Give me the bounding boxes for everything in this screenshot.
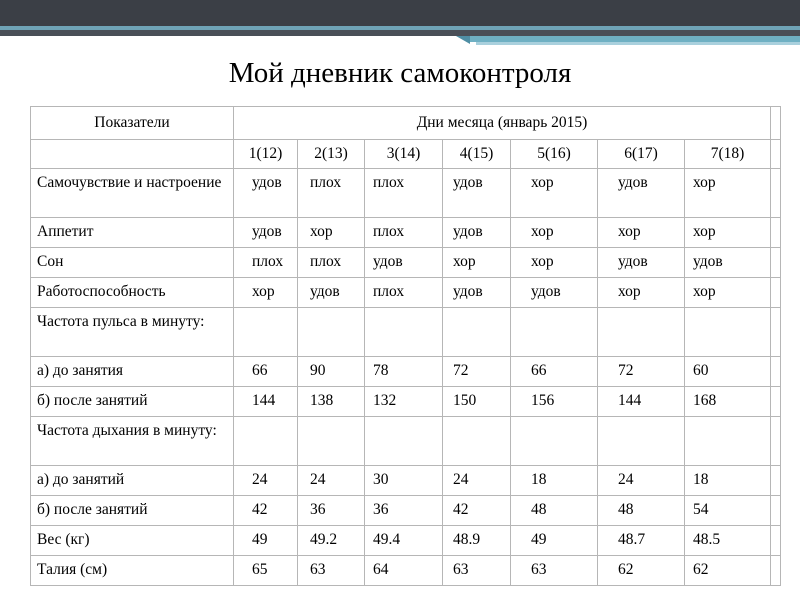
value-cell — [685, 556, 771, 586]
row-label: б) после занятий — [37, 392, 148, 409]
value-cell — [511, 496, 598, 526]
table-row — [31, 169, 781, 218]
value-cell — [511, 218, 598, 248]
cell-value: 62 — [618, 561, 634, 578]
cell-value: хор — [531, 174, 554, 191]
table-row — [31, 417, 781, 466]
value-cell — [598, 278, 685, 308]
cell-value: 65 — [252, 561, 268, 578]
value-cell — [443, 278, 511, 308]
row-label-cell — [31, 308, 234, 357]
day-header: 1(12) — [234, 140, 298, 169]
value-cell — [685, 466, 771, 496]
value-cell — [511, 308, 598, 357]
cell-value: удов — [453, 174, 483, 191]
row-label: Аппетит — [37, 223, 94, 240]
value-cell — [511, 169, 598, 218]
cell-value: 132 — [373, 392, 397, 409]
cell-value: 72 — [453, 362, 469, 379]
table-row — [31, 218, 781, 248]
value-cell — [598, 218, 685, 248]
cell-value: удов — [252, 223, 282, 240]
value-cell — [685, 248, 771, 278]
cell-value: 48.5 — [693, 531, 721, 548]
row-label-cell — [31, 417, 234, 466]
value-cell — [511, 357, 598, 387]
value-cell — [365, 556, 443, 586]
value-cell — [511, 387, 598, 417]
row-label-cell — [31, 387, 234, 417]
cell-value: хор — [618, 223, 641, 240]
value-cell — [511, 417, 598, 466]
cell-value: удов — [693, 253, 723, 270]
cell-value: 144 — [252, 392, 276, 409]
row-label-cell — [31, 496, 234, 526]
value-cell — [685, 357, 771, 387]
day-header: 4(15) — [443, 140, 511, 169]
table-row — [31, 556, 781, 586]
cell-value: хор — [531, 223, 554, 240]
edge-cell — [771, 466, 781, 496]
edge-cell — [771, 169, 781, 218]
cell-value: 90 — [310, 362, 326, 379]
value-cell — [511, 278, 598, 308]
value-cell — [443, 496, 511, 526]
cell-value: 30 — [373, 471, 389, 488]
value-cell — [234, 218, 298, 248]
cell-value: 48.9 — [453, 531, 481, 548]
row-label-cell — [31, 278, 234, 308]
cell-value: удов — [618, 253, 648, 270]
value-cell — [443, 417, 511, 466]
cell-value: 18 — [531, 471, 547, 488]
value-cell — [685, 308, 771, 357]
edge-cell — [771, 107, 781, 140]
value-cell — [365, 466, 443, 496]
cell-value: 24 — [310, 471, 326, 488]
value-cell — [365, 496, 443, 526]
cell-value: плох — [373, 223, 405, 240]
value-cell — [598, 417, 685, 466]
row-label-cell — [31, 248, 234, 278]
value-cell — [234, 248, 298, 278]
cell-value: 78 — [373, 362, 389, 379]
value-cell — [511, 526, 598, 556]
table-row — [31, 308, 781, 357]
value-cell — [443, 526, 511, 556]
header-accent-triangle — [456, 36, 470, 44]
row-label-cell — [31, 169, 234, 218]
cell-value: 63 — [531, 561, 547, 578]
value-cell — [443, 387, 511, 417]
cell-value: 63 — [310, 561, 326, 578]
day-header: 2(13) — [298, 140, 365, 169]
value-cell — [298, 308, 365, 357]
table-row — [31, 357, 781, 387]
value-cell — [365, 526, 443, 556]
value-cell — [443, 218, 511, 248]
value-cell — [298, 466, 365, 496]
value-cell — [234, 278, 298, 308]
row-label: б) после занятий — [37, 501, 148, 518]
table-row — [31, 526, 781, 556]
cell-value: хор — [531, 253, 554, 270]
cell-value: удов — [531, 283, 561, 300]
value-cell — [598, 308, 685, 357]
value-cell — [298, 357, 365, 387]
cell-value: 150 — [453, 392, 477, 409]
header-accent-bar-light — [476, 42, 800, 45]
day-header: 6(17) — [598, 140, 685, 169]
edge-cell — [771, 308, 781, 357]
cell-value: 24 — [618, 471, 634, 488]
value-cell — [234, 417, 298, 466]
value-cell — [685, 526, 771, 556]
value-cell — [598, 169, 685, 218]
value-cell — [685, 496, 771, 526]
cell-value: плох — [373, 174, 405, 191]
value-cell — [443, 308, 511, 357]
value-cell — [685, 169, 771, 218]
cell-value: удов — [310, 283, 340, 300]
value-cell — [234, 526, 298, 556]
day-header: 3(14) — [365, 140, 443, 169]
row-label: а) до занятия — [37, 362, 124, 379]
value-cell — [234, 466, 298, 496]
value-cell — [443, 556, 511, 586]
value-cell — [598, 496, 685, 526]
cell-value: хор — [693, 283, 716, 300]
cell-value: 66 — [252, 362, 268, 379]
cell-value: 36 — [310, 501, 326, 518]
value-cell — [365, 218, 443, 248]
value-cell — [298, 526, 365, 556]
value-cell — [298, 387, 365, 417]
value-cell — [365, 308, 443, 357]
cell-value: удов — [373, 253, 403, 270]
value-cell — [598, 466, 685, 496]
value-cell — [598, 248, 685, 278]
value-cell — [598, 387, 685, 417]
cell-value: хор — [693, 223, 716, 240]
cell-value: хор — [453, 253, 476, 270]
cell-value: удов — [453, 283, 483, 300]
page-title: Мой дневник самоконтроля — [228, 57, 572, 89]
value-cell — [298, 169, 365, 218]
day-header: 5(16) — [511, 140, 598, 169]
value-cell — [511, 466, 598, 496]
table-row — [31, 466, 781, 496]
row-label: Самочувствие и настроение — [37, 174, 222, 191]
value-cell — [298, 278, 365, 308]
day-header: 7(18) — [685, 140, 771, 169]
cell-value: хор — [693, 174, 716, 191]
cell-value: 42 — [252, 501, 268, 518]
edge-cell — [771, 556, 781, 586]
row-label: а) до занятий — [37, 471, 125, 488]
cell-value: 64 — [373, 561, 389, 578]
edge-cell — [771, 387, 781, 417]
value-cell — [685, 417, 771, 466]
row-label: Частота пульса в минуту: — [37, 313, 205, 330]
cell-value: 36 — [373, 501, 389, 518]
row-label-cell — [31, 556, 234, 586]
value-cell — [298, 248, 365, 278]
table-row — [31, 278, 781, 308]
value-cell — [234, 556, 298, 586]
row-label-cell — [31, 526, 234, 556]
cell-value: 62 — [693, 561, 709, 578]
value-cell — [234, 387, 298, 417]
edge-cell — [771, 140, 781, 169]
cell-value: 49.2 — [310, 531, 338, 548]
self-control-table — [30, 106, 781, 586]
edge-cell — [771, 278, 781, 308]
value-cell — [365, 357, 443, 387]
value-cell — [234, 357, 298, 387]
value-cell — [443, 357, 511, 387]
cell-value: 24 — [252, 471, 268, 488]
cell-value: 48 — [531, 501, 547, 518]
value-cell — [365, 248, 443, 278]
cell-value: 18 — [693, 471, 709, 488]
cell-value: 168 — [693, 392, 717, 409]
cell-value: плох — [252, 253, 284, 270]
cell-value: удов — [453, 223, 483, 240]
cell-value: плох — [310, 174, 342, 191]
cell-value: хор — [310, 223, 333, 240]
value-cell — [365, 278, 443, 308]
value-cell — [685, 278, 771, 308]
row-label-cell — [31, 466, 234, 496]
value-cell — [443, 248, 511, 278]
row-label-cell — [31, 218, 234, 248]
day-numbers-row — [31, 140, 781, 169]
row-label: Частота дыхания в минуту: — [37, 422, 217, 439]
cell-value: удов — [618, 174, 648, 191]
row-label: Работоспособность — [37, 283, 166, 300]
row-label-cell — [31, 357, 234, 387]
table-row — [31, 387, 781, 417]
table-header-row — [31, 107, 781, 140]
value-cell — [365, 387, 443, 417]
edge-cell — [771, 248, 781, 278]
value-cell — [298, 496, 365, 526]
cell-value: хор — [252, 283, 275, 300]
value-cell — [511, 556, 598, 586]
cell-value: 42 — [453, 501, 469, 518]
row-label: Талия (см) — [37, 561, 108, 578]
value-cell — [685, 387, 771, 417]
row-label: Вес (кг) — [37, 531, 90, 548]
edge-cell — [771, 417, 781, 466]
edge-cell — [771, 357, 781, 387]
cell-value: плох — [373, 283, 405, 300]
cell-value: 49 — [252, 531, 268, 548]
table-row — [31, 496, 781, 526]
value-cell — [298, 417, 365, 466]
table-row — [31, 248, 781, 278]
cell-value: 156 — [531, 392, 555, 409]
value-cell — [443, 466, 511, 496]
cell-value: 24 — [453, 471, 469, 488]
value-cell — [443, 169, 511, 218]
value-cell — [365, 169, 443, 218]
empty-header-cell — [31, 140, 234, 169]
cell-value: удов — [252, 174, 282, 191]
value-cell — [234, 308, 298, 357]
indicators-header: Показатели — [31, 107, 234, 140]
edge-cell — [771, 526, 781, 556]
header-band-dark — [0, 0, 800, 26]
cell-value: 48.7 — [618, 531, 646, 548]
cell-value: 54 — [693, 501, 709, 518]
value-cell — [365, 417, 443, 466]
value-cell — [234, 496, 298, 526]
value-cell — [598, 357, 685, 387]
cell-value: 66 — [531, 362, 547, 379]
cell-value: 72 — [618, 362, 634, 379]
cell-value: 60 — [693, 362, 709, 379]
value-cell — [598, 526, 685, 556]
value-cell — [511, 248, 598, 278]
row-label: Сон — [37, 253, 64, 270]
cell-value: плох — [310, 253, 342, 270]
cell-value: 48 — [618, 501, 634, 518]
edge-cell — [771, 496, 781, 526]
cell-value: хор — [618, 283, 641, 300]
cell-value: 138 — [310, 392, 334, 409]
cell-value: 49.4 — [373, 531, 401, 548]
cell-value: 63 — [453, 561, 469, 578]
value-cell — [234, 169, 298, 218]
cell-value: 49 — [531, 531, 547, 548]
value-cell — [298, 218, 365, 248]
value-cell — [298, 556, 365, 586]
cell-value: 144 — [618, 392, 642, 409]
days-header: Дни месяца (январь 2015) — [234, 107, 771, 140]
edge-cell — [771, 218, 781, 248]
value-cell — [685, 218, 771, 248]
value-cell — [598, 556, 685, 586]
